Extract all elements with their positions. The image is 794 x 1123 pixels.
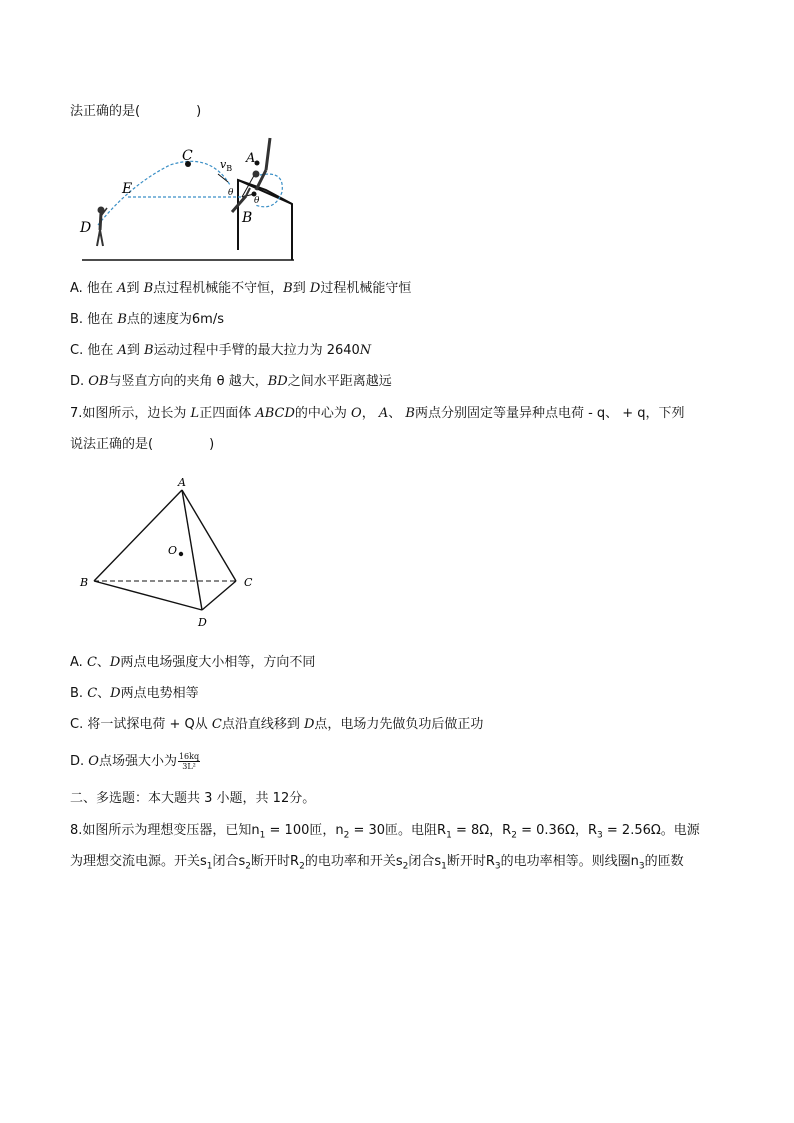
- q7-option-d: D. O点场强大小为 $\frac{16kq}{\text{3L²}}$: [70, 752, 200, 771]
- q7-stem-line2: 说法正确的是( ): [70, 437, 215, 452]
- q6-stem-tail: [70, 103, 201, 121]
- label-e: E: [122, 181, 133, 197]
- edge-bd: [94, 581, 202, 610]
- q7-option-c: C. 将一试探电荷 + Q从 C点沿直线移到 D点，电场力先做负功后做正功: [70, 717, 484, 732]
- trajectory-dashed: [98, 161, 230, 225]
- q6-stem-text: 法正确的是(: [70, 104, 141, 119]
- fraction-field-strength: $\frac{16kq}{\text{3L²}}$: [178, 752, 200, 771]
- q8-stem-line1: 8.如图所示为理想变压器，已知$n_1 = 100$匝，$n_2 = 30$匝。电阻$R_1 = 8\Omega$，$R_2 = 0.36\Omega$，$R_3 = 2.56\Omega$。电源: [70, 823, 700, 841]
- q6-option-c: C. 他在 A到 B运动过程中手臂的最大拉力为 2640N: [70, 343, 372, 358]
- section-2-heading: 二、多选题：本大题共 3 小题，共 12分。: [70, 791, 316, 806]
- label-theta-1: θ: [228, 188, 234, 198]
- q6-option-d: D. OB与竖直方向的夹角 θ 越大，BD之间水平距离越远: [70, 374, 392, 389]
- label-c: C: [244, 576, 253, 589]
- label-b: B: [242, 210, 253, 226]
- q6-option-b: B. 他在 B点的速度为6m/s: [70, 312, 224, 327]
- q7-stem-line1: 7.如图所示，边长为 L正四面体 ABCD的中心为 O， A、 B两点分别固定等量异种点电荷 - q、 + q，下列: [70, 406, 685, 421]
- edge-ab: [94, 490, 182, 581]
- label-b: B: [80, 576, 89, 589]
- q6-option-a: A. 他在 A到 B点过程机械能不守恒，B到 D过程机械能守恒: [70, 281, 412, 296]
- gymnast-d-icon: [97, 207, 107, 246]
- figure-gymnast: [70, 130, 310, 270]
- q6-stem-close: ): [196, 104, 202, 119]
- center-point-o: [179, 552, 183, 556]
- label-vb: $v_B$: [220, 158, 233, 173]
- label-c: C: [182, 148, 193, 164]
- label-d: D: [80, 220, 92, 236]
- q7-option-b: B. C、D两点电势相等: [70, 686, 199, 701]
- bar-top: [238, 180, 292, 204]
- q7-option-a: A. C、D两点电场强度大小相等，方向不同: [70, 655, 316, 670]
- q8-stem-line2: 为理想交流电源。开关$s_1$闭合$s_2$断开时$R_2$的电功率和开关$s_2$闭合$s_1$断开时$R_3$的电功率相等。则线圈$n_3$的匝数: [70, 854, 684, 872]
- label-d: D: [198, 616, 207, 629]
- label-a: A: [246, 151, 256, 166]
- label-o: O: [168, 544, 178, 557]
- edge-cd: [202, 581, 236, 610]
- figure-tetrahedron: [70, 470, 270, 635]
- label-theta-2: θ: [254, 196, 260, 206]
- label-a: A: [178, 476, 186, 489]
